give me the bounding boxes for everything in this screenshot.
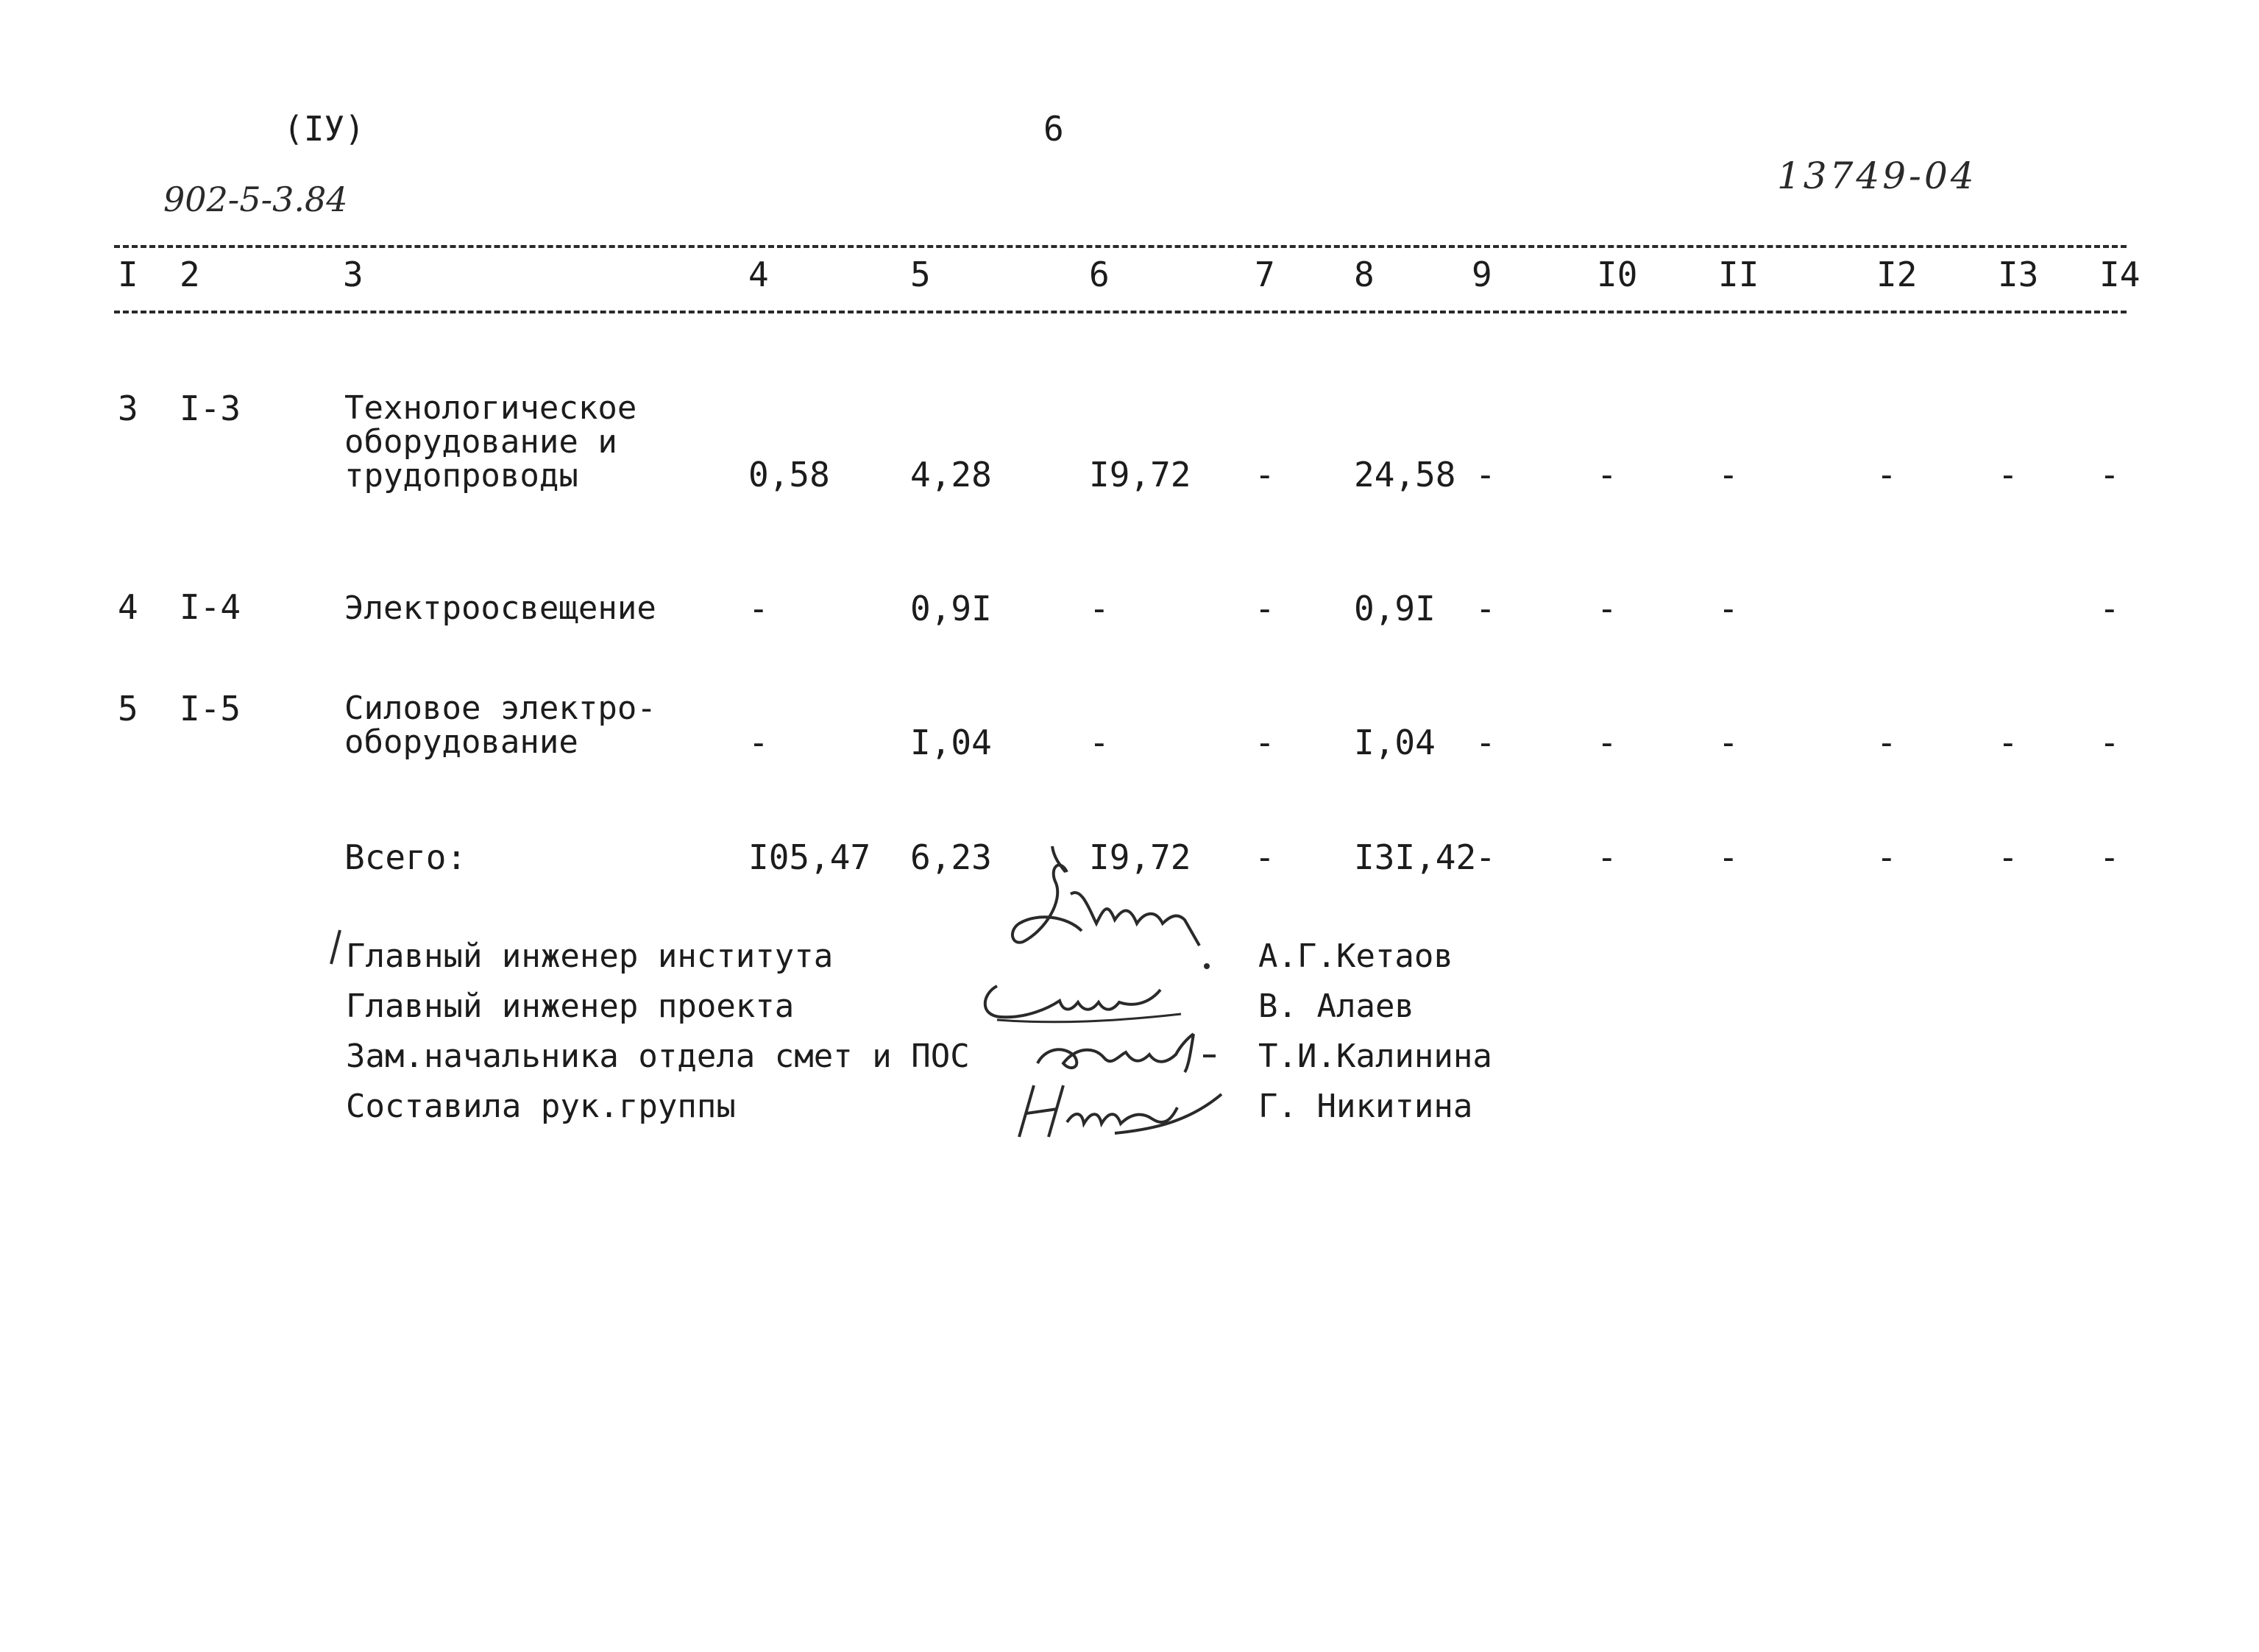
column-header: 7	[1255, 255, 1275, 294]
cell-value: -	[1089, 723, 1110, 762]
cell-value: -	[748, 723, 769, 762]
description-line: Силовое электро-	[344, 689, 656, 727]
column-header: 6	[1089, 255, 1110, 294]
cell-value: -	[2099, 723, 2120, 762]
cell-value: 4,28	[910, 455, 992, 494]
cell-value: -	[1475, 723, 1496, 762]
signer-name: Г. Никитина	[1258, 1088, 1473, 1125]
column-header: 9	[1472, 255, 1492, 294]
column-header: 3	[343, 255, 364, 294]
signer-position: Составила рук.группы	[346, 1088, 736, 1125]
row-description	[344, 391, 636, 493]
row-number: 5	[118, 689, 138, 728]
signature-chief-engineer-project	[968, 971, 1203, 1030]
signer-position: Главный инженер института	[346, 937, 834, 975]
cell-value: -	[1718, 589, 1739, 628]
cell-value: 24,58	[1354, 455, 1456, 494]
column-header: I0	[1597, 255, 1638, 294]
cell-value: -	[1876, 837, 1897, 877]
cell-value: -	[2099, 589, 2120, 628]
description-line: Технологическое	[344, 389, 637, 427]
cell-value: 0,58	[748, 455, 830, 494]
row-number: 4	[118, 587, 138, 627]
cell-value: -	[1255, 455, 1275, 494]
cell-value: -	[1876, 455, 1897, 494]
signature-group-leader	[1012, 1078, 1233, 1144]
row-code: I-3	[180, 389, 241, 428]
description-line: оборудование	[344, 723, 578, 761]
cell-value: -	[1597, 589, 1617, 628]
cell-value: -	[1475, 589, 1496, 628]
signer-position: Главный инженер проекта	[346, 988, 795, 1025]
cell-value: -	[2099, 455, 2120, 494]
cell-value: -	[1255, 723, 1275, 762]
signer-name: Т.И.Калинина	[1258, 1038, 1492, 1075]
column-header: 2	[180, 255, 200, 294]
cell-value: -	[2099, 837, 2120, 877]
row-code: I-4	[180, 587, 241, 627]
column-header: I4	[2099, 255, 2141, 294]
total-label: Всего:	[344, 837, 467, 877]
column-header: I	[118, 255, 138, 294]
pen-tick-mark	[328, 929, 343, 967]
column-header: 4	[748, 255, 769, 294]
cell-value: -	[1998, 455, 2018, 494]
cell-value: -	[1718, 837, 1739, 877]
column-header: I2	[1876, 255, 1918, 294]
cell-value: -	[1718, 723, 1739, 762]
cell-value: -	[748, 589, 769, 628]
cell-value: 0,9I	[1354, 589, 1436, 628]
cell-value: -	[1597, 723, 1617, 762]
cell-value: 0,9I	[910, 589, 992, 628]
row-code: I-5	[180, 689, 241, 728]
row-description	[344, 589, 656, 627]
cell-value: I3I,42	[1354, 837, 1477, 877]
signer-name: А.Г.Кетаов	[1258, 937, 1453, 975]
description-line: трудопроводы	[344, 457, 578, 494]
cell-value: 6,23	[910, 837, 992, 877]
handwritten-series-number: 902-5-3.84	[163, 180, 348, 219]
page-number: 6	[1043, 109, 1064, 149]
cell-value: -	[1475, 837, 1496, 877]
column-header: II	[1718, 255, 1759, 294]
header-rule-bottom	[114, 311, 2127, 313]
cell-value: -	[1998, 837, 2018, 877]
cell-value: I05,47	[748, 837, 871, 877]
header-rule-top	[114, 245, 2127, 248]
description-line: оборудование и	[344, 423, 617, 461]
row-number: 3	[118, 389, 138, 428]
column-header: 5	[910, 255, 931, 294]
cell-value: -	[1597, 837, 1617, 877]
cell-value: -	[1475, 455, 1496, 494]
cell-value: -	[1998, 723, 2018, 762]
description-line: Электроосвещение	[344, 589, 656, 627]
cell-value: I9,72	[1089, 455, 1191, 494]
cell-value: -	[1089, 589, 1110, 628]
signer-position: Зам.начальника отдела смет и ПОС	[346, 1038, 970, 1075]
cell-value: -	[1876, 723, 1897, 762]
column-header: I3	[1998, 255, 2039, 294]
cell-value: I,04	[1354, 723, 1436, 762]
signer-name: В. Алаев	[1258, 988, 1414, 1025]
column-header: 8	[1354, 255, 1375, 294]
cell-value: I9,72	[1089, 837, 1191, 877]
signature-chief-engineer-institute	[979, 843, 1221, 979]
cell-value: I,04	[910, 723, 992, 762]
signature-deputy-head	[1030, 1027, 1221, 1078]
cell-value: -	[1255, 837, 1275, 877]
handwritten-archive-number: 13749-04	[1777, 155, 1977, 197]
row-description	[344, 689, 656, 761]
cell-value: -	[1718, 455, 1739, 494]
sheet-code: (IУ)	[283, 109, 365, 149]
cell-value: -	[1597, 455, 1617, 494]
cell-value: -	[1255, 589, 1275, 628]
